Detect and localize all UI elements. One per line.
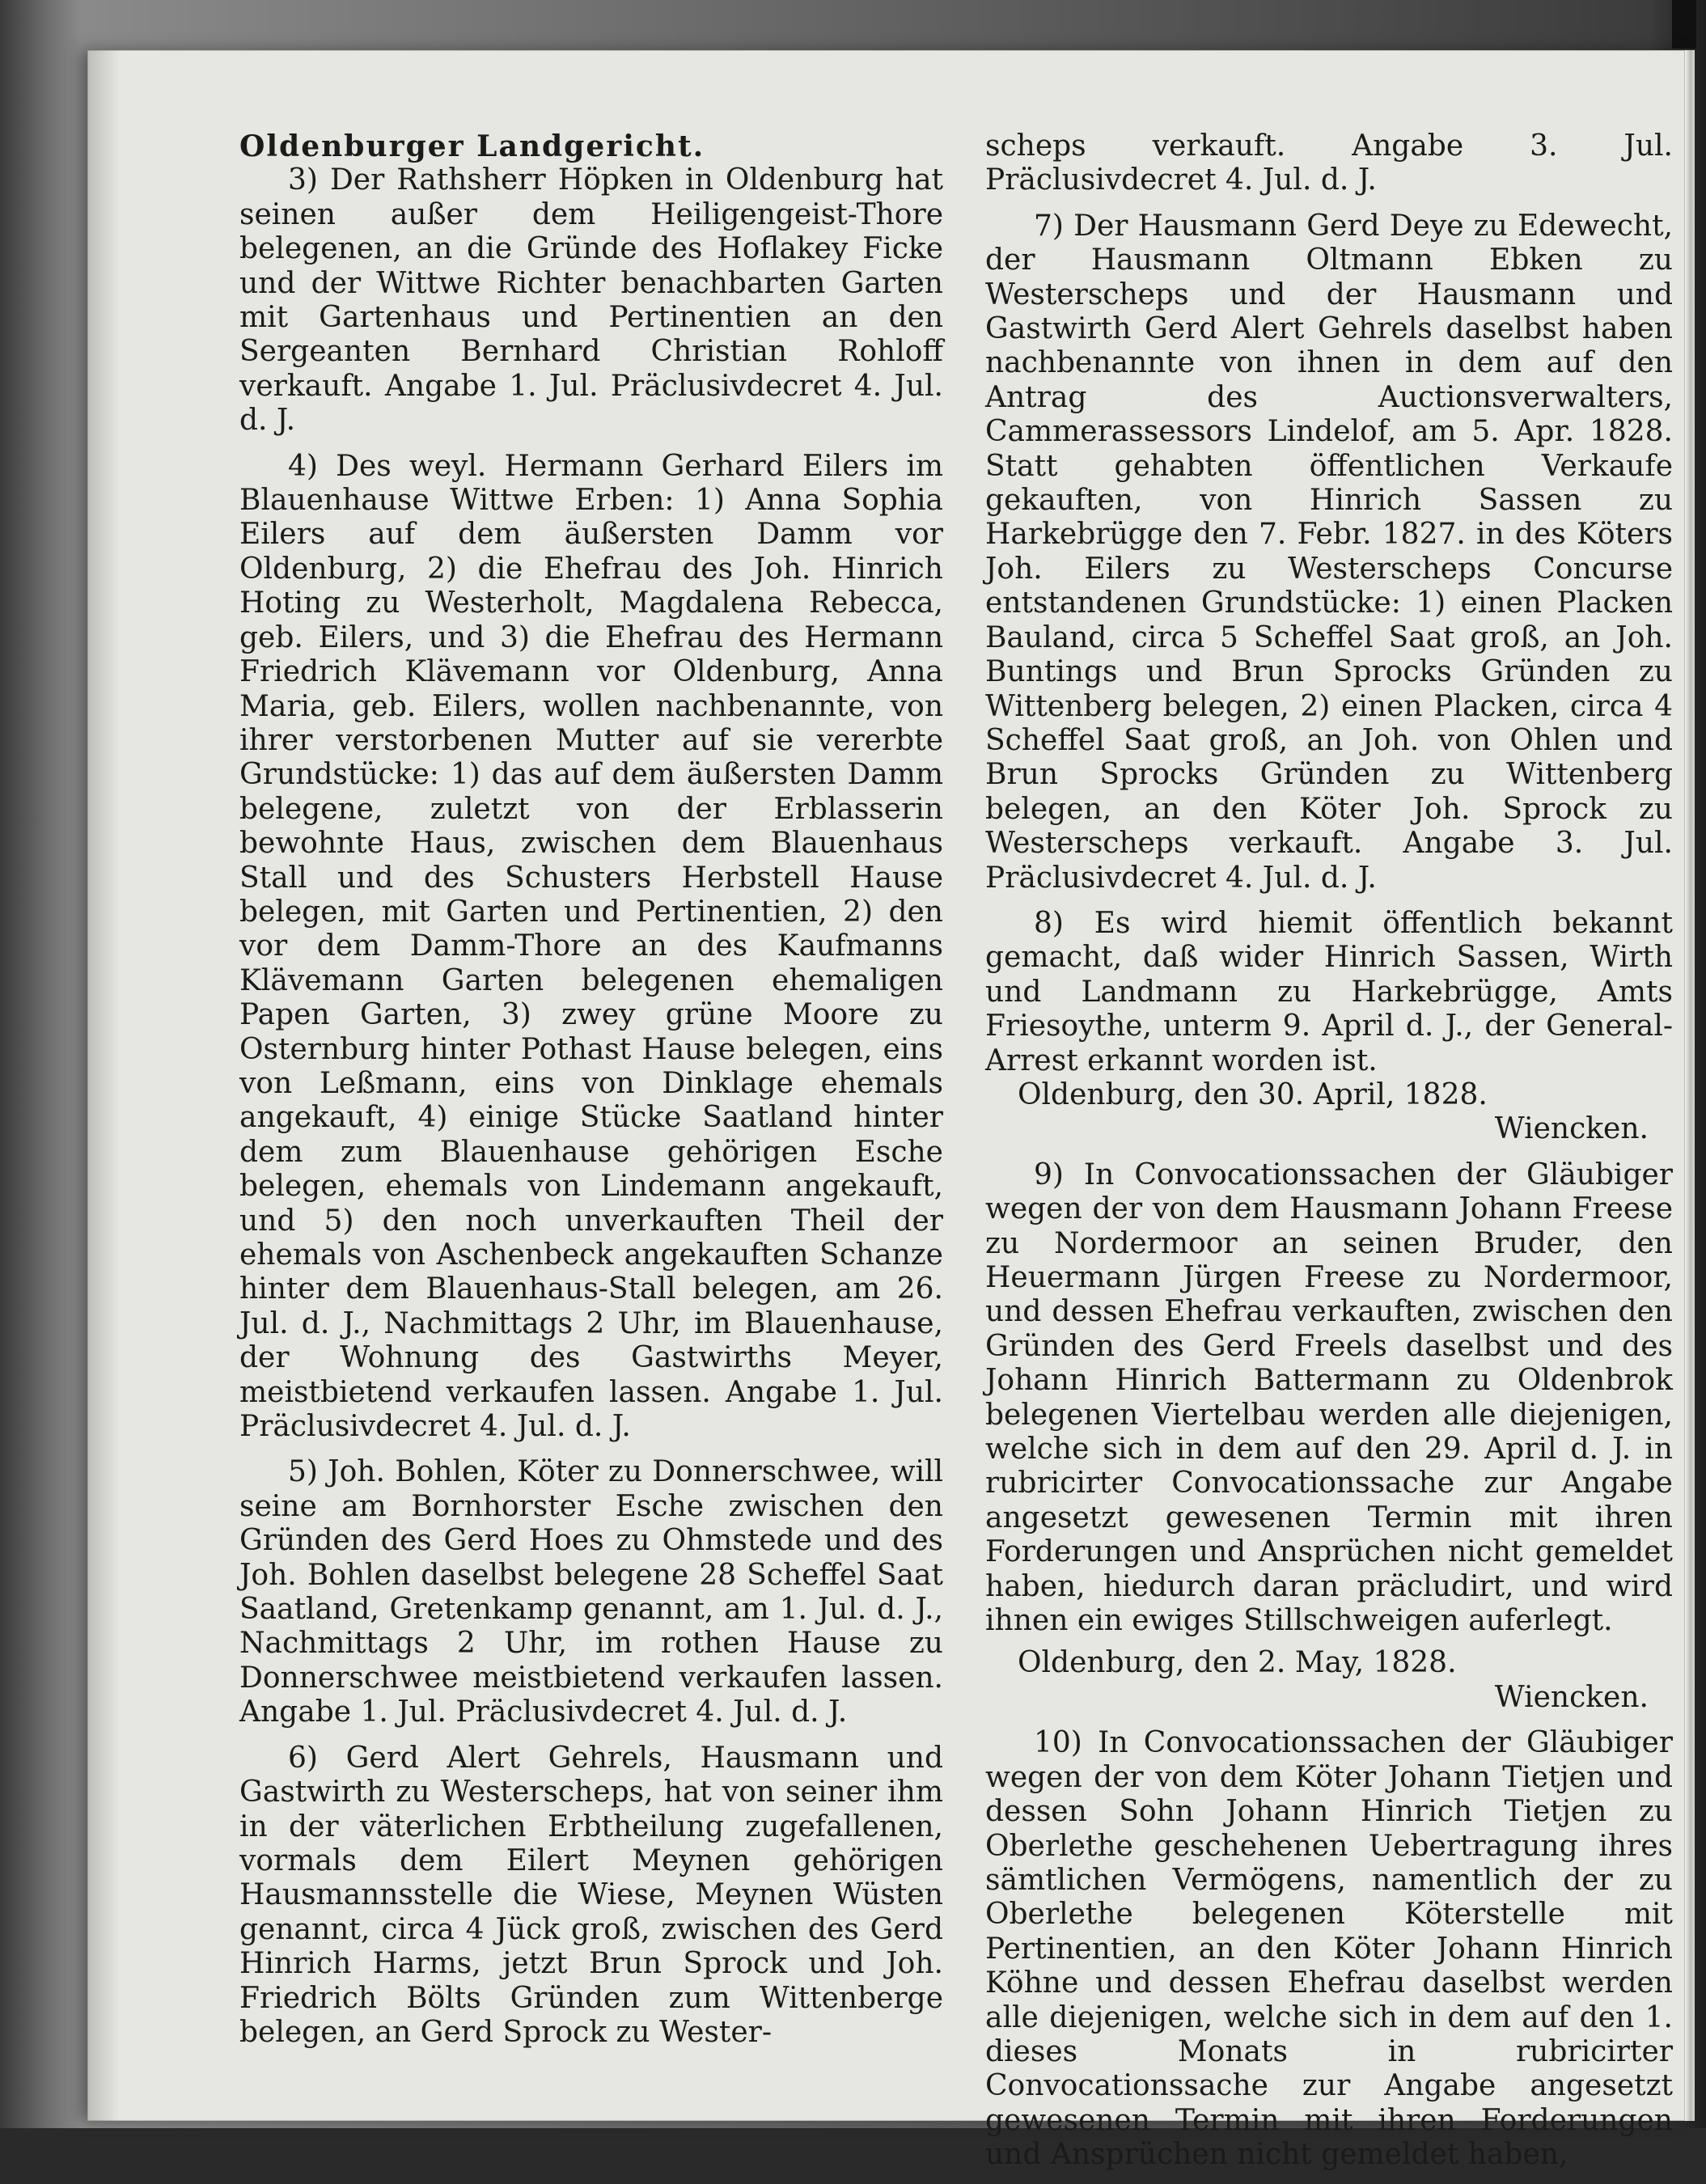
page-gutter-shadow (87, 50, 120, 2121)
section-header: Oldenburger Landgericht. (239, 129, 705, 163)
page-edge (1685, 50, 1695, 2121)
notice-8: 8) Es wird hiemit öffentlich bekannt gemacht, daß wider Hinrich Sassen, Wirth und Landmann zu Harkebrügge, Amts Friesoythe, unterm 9. April d. J., der General-Arrest erkannt worden ist. (985, 906, 1673, 1077)
left-column (239, 129, 943, 2061)
signature-2: Wiencken. (1494, 1680, 1649, 1714)
place-date-2: Oldenburg, den 2. May, 1828. (1018, 1646, 1457, 1680)
notice-6-continuation: scheps verkauft. Angabe 3. Jul. Präclusivdecret 4. Jul. d. J. (985, 129, 1673, 197)
notice-6: 6) Gerd Alert Gehrels, Hausmann und Gastwirth zu Westerscheps, hat von seiner ihm in der väterlichen Erbtheilung zugefallenen, vormals dem Eilert Meynen gehörigen Hausmannsstelle die Wiese, Meynen Wüsten genannt, circa 4 Jück groß, zwischen des Gerd Hinrich Harms, jetzt Brun Sprock und Joh. Friedrich Bölts Gründen zum Wittenberge belegen, an Gerd Sprock zu Wester- (239, 1741, 943, 2049)
place-date-1: Oldenburg, den 30. April, 1828. (1018, 1077, 1488, 1111)
notice-9: 9) In Convocationssachen der Gläubiger wegen der von dem Hausmann Johann Freese zu Nordermoor an seinen Bruder, den Heuermann Jürgen Freese zu Nordermoor, und dessen Ehefrau verkauften, zwischen den Gründen des Gerd Freels daselbst und des Johann Hinrich Battermann zu Oldenbrok belegenen Viertelbau werden alle diejenigen, welche sich in dem auf den 29. April d. J. in rubricirter Convocationssache zur Angabe angesetzt gewesenen Termin mit ihren Forderungen und Ansprüchen nicht gemeldet haben, hiedurch daran präcludirt, und wird ihnen ein ewiges Stillschweigen auferlegt. (985, 1158, 1673, 1638)
scan-corner-mark (1672, 0, 1696, 49)
notice-3: 3) Der Rathsherr Höpken in Oldenburg hat seinen außer dem Heiligengeist-Thore belegenen, an die Gründe des Hoflakey Ficke und der Wittwe Richter benachbarten Garten mit Gartenhaus und Pertinentien an den Sergeanten Bernhard Christian Rohloff verkauft. Angabe 1. Jul. Präclusivdecret 4. Jul. d. J. (239, 163, 943, 438)
notice-5: 5) Joh. Bohlen, Köter zu Donnerschwee, will seine am Bornhorster Esche zwischen den Gründen des Gerd Hoes zu Ohmstede und des Joh. Bohlen daselbst belegene 28 Scheffel Saat Saatland, Gretenkamp genannt, am 1. Jul. d. J., Nachmittags 2 Uhr, im rothen Hause zu Donnerschwee meistbietend verkaufen lassen. Angabe 1. Jul. Präclusivdecret 4. Jul. d. J. (239, 1455, 943, 1729)
signature-1: Wiencken. (1494, 1112, 1649, 1146)
notice-4: 4) Des weyl. Hermann Gerhard Eilers im Blauenhause Wittwe Erben: 1) Anna Sophia Eilers auf dem äußersten Damm vor Oldenburg, 2) die Ehefrau des Joh. Hinrich Hoting zu Westerholt, Magdalena Rebecca, geb. Eilers, und 3) die Ehefrau des Hermann Friedrich Klävemann vor Oldenburg, Anna Maria, geb. Eilers, wollen nachbenannte, von ihrer verstorbenen Mutter auf sie vererbte Grundstücke: 1) das auf dem äußersten Damm belegene, zuletzt von der Erblasserin bewohnte Haus, zwischen dem Blauenhaus Stall und des Schusters Herbstell Hause belegen, mit Garten und Pertinentien, 2) den vor dem Damm-Thore an des Kaufmanns Klävemann Garten belegenen ehemaligen Papen Garten, 3) zwey grüne Moore zu Osternburg hinter Pothast Hause belegen, eins von Leßmann, eins von Dinklage ehemals angekauft, 4) einige Stücke Saatland hinter dem zum Blauenhause gehörigen Esche belegen, ehemals von Lindemann angekauft, und 5) den noch unverkauften Theil der ehemals von Aschenbeck angekauften Schanze hinter dem Blauenhaus-Stall belegen, am 26. Jul. d. J., Nachmittags 2 Uhr, im Blauenhause, der Wohnung des Gastwirths Meyer, meistbietend verkaufen lassen. Angabe 1. Jul. Präclusivdecret 4. Jul. d. J. (239, 449, 943, 1444)
notice-7: 7) Der Hausmann Gerd Deye zu Edewecht, der Hausmann Oltmann Ebken zu Westerscheps und der Hausmann und Gastwirth Gerd Alert Gehrels daselbst haben nachbenannte von ihnen in dem auf den Antrag des Auctionsverwalters, Cammerassessors Lindelof, am 5. Apr. 1828. Statt gehabten öffentlichen Verkaufe gekauften, von Hinrich Sassen zu Harkebrügge den 7. Febr. 1827. in des Köters Joh. Eilers zu Westerscheps Concurse entstandenen Grundstücke: 1) einen Placken Bauland, circa 5 Scheffel Saat groß, an Joh. Buntings und Brun Sprocks Gründen zu Wittenberg belegen, 2) einen Placken, circa 4 Scheffel Saat groß, an Joh. von Ohlen und Brun Sprocks Gründen zu Wittenberg belegen, an den Köter Joh. Sprock zu Westerscheps verkauft. Angabe 3. Jul. Präclusivdecret 4. Jul. d. J. (985, 209, 1673, 895)
notice-10: 10) In Convocationssachen der Gläubiger wegen der von dem Köter Johann Tietjen und dessen Sohn Johann Hinrich Tietjen zu Oberlethe geschehenen Uebertragung ihres sämtlichen Vermögens, namentlich der zu Oberlethe belegenen Köterstelle mit Pertinentien, an den Köter Johann Hinrich Köhne und dessen Ehefrau daselbst werden alle diejenigen, welche sich in dem auf den 1. dieses Monats in rubricirter Convocationssache zur Angabe angesetzt gewesenen Termin mit ihren Forderungen und Ansprüchen nicht gemeldet haben, (985, 1726, 1673, 2172)
right-column (985, 129, 1673, 2184)
